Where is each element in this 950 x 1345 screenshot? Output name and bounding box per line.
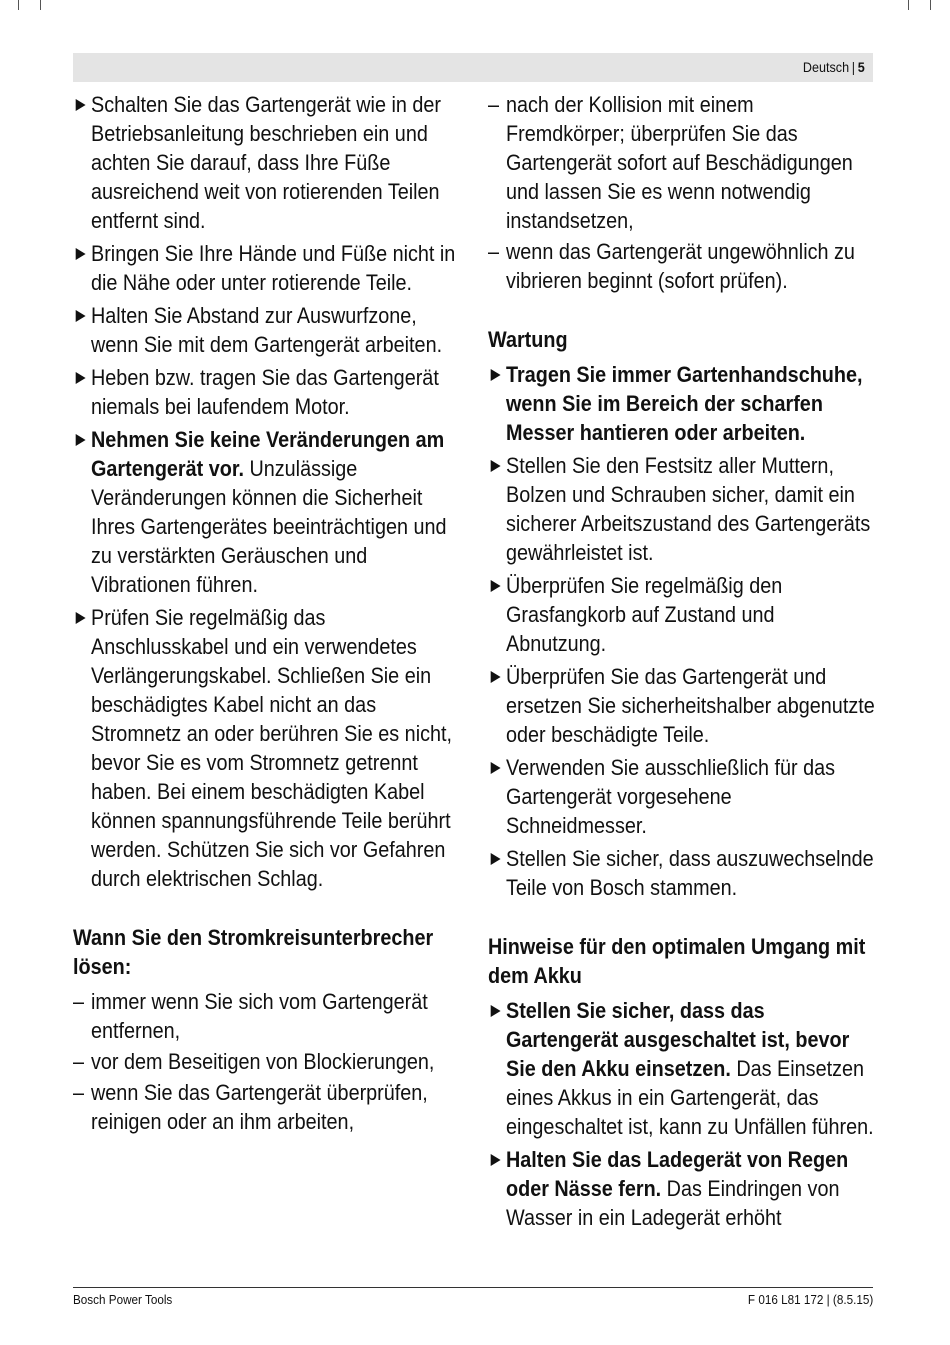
triangle-bullet-icon: [491, 671, 501, 683]
dash-text: vor dem Beseitigen von Blockierungen,: [91, 1049, 435, 1074]
triangle-bullet-icon: [491, 460, 501, 472]
bullet-text: Unzulässige Veränderungen können die Sicherheit Ihres Gartengerätes beeinträchtigen und zu verstärkten Geräuschen und Vibrationen führen.: [91, 456, 447, 597]
footer-doc-number: F 016 L81 172 | (8.5.15): [747, 1292, 873, 1307]
dash-text: wenn das Gartengerät ungewöhnlich zu vibrieren beginnt (sofort prüfen).: [506, 239, 855, 293]
triangle-bullet-icon: [491, 369, 501, 381]
triangle-bullet-icon: [491, 1154, 501, 1166]
section-heading-stromkreis: Wann Sie den Stromkreisunterbrecher lösen:: [73, 925, 434, 979]
dash-item: – wenn das Gartengerät ungewöhnlich zu vibrieren beginnt (sofort prüfen).: [488, 239, 855, 293]
bullet-text: Prüfen Sie regelmäßig das Anschlusskabel und ein verwendetes Verlängerungskabel. Schließen Sie ein beschädigtes Kabel nicht an das Stromnetz an oder berühren Sie es nicht, bevor Sie es vom Stromnetz getrennt haben. Bei einem beschädigten Kabel können spannungsführende Teile berührt werden. Schützen Sie sich vor Gefahren durch elektrischen Schlag.: [91, 605, 453, 891]
triangle-bullet-icon: [76, 434, 86, 446]
dash-item: – immer wenn Sie sich vom Gartengerät entfernen,: [73, 989, 428, 1043]
footer-brand: Bosch Power Tools: [73, 1292, 173, 1307]
bullet-item: [488, 571, 875, 658]
triangle-bullet-icon: [491, 1005, 501, 1017]
triangle-bullet-icon: [491, 762, 501, 774]
triangle-bullet-icon: [76, 99, 86, 111]
bullet-item: [488, 844, 875, 902]
crop-mark: [930, 0, 931, 10]
triangle-bullet-icon: [76, 612, 86, 624]
bullet-item: [488, 360, 875, 447]
section-heading-wartung: Wartung: [488, 327, 568, 352]
bullet-text: Halten Sie Abstand zur Auswurfzone, wenn Sie mit dem Gartengerät arbeiten.: [91, 303, 443, 357]
section-heading-akku: Hinweise für den optimalen Umgang mit dem Akku: [488, 934, 866, 988]
bullet-text: Überprüfen Sie das Gartengerät und ersetzen Sie sicherheitshalber abgenutzte oder beschädigte Teile.: [506, 664, 875, 747]
triangle-bullet-icon: [76, 310, 86, 322]
bullet-bold-text: Halten Sie das Ladegerät von Regen oder Nässe fern.: [506, 1147, 849, 1201]
footer-divider: [73, 1287, 873, 1288]
bullet-text: Das Eindringen von Wasser in ein Ladegerät erhöht: [506, 1176, 840, 1230]
bullet-item: [488, 662, 875, 749]
bullet-item: [73, 603, 456, 893]
bullet-item: [73, 239, 456, 297]
bullet-item: [73, 425, 456, 599]
dash-text: nach der Kollision mit einem Fremdkörper; überprüfen Sie das Gartengerät sofort auf Beschädigungen und lassen Sie es wenn notwendig instandsetzen,: [506, 92, 853, 233]
bullet-bold-text: Nehmen Sie keine Veränderungen am Gartengerät vor.: [91, 427, 445, 481]
bullet-item: [488, 753, 875, 840]
bullet-text: Überprüfen Sie regelmäßig den Grasfangkorb auf Zustand und Abnutzung.: [506, 573, 783, 656]
dash-item: – vor dem Beseitigen von Blockierungen,: [73, 1049, 435, 1074]
right-column: [488, 90, 875, 1236]
triangle-bullet-icon: [76, 372, 86, 384]
bullet-item: [488, 451, 875, 567]
dash-item: – nach der Kollision mit einem Fremdkörper; überprüfen Sie das Gartengerät sofort auf Beschädigungen und lassen Sie es wenn notwendig instandsetzen,: [488, 92, 853, 233]
bullet-text: Verwenden Sie ausschließlich für das Gartengerät vorgesehene Schneidmesser.: [506, 755, 836, 838]
triangle-bullet-icon: [491, 853, 501, 865]
triangle-bullet-icon: [76, 248, 86, 260]
bullet-item: [73, 301, 456, 359]
page-number: 5: [857, 59, 865, 75]
page-header: [73, 53, 873, 82]
crop-mark: [40, 0, 41, 10]
bullet-bold-text: Tragen Sie immer Gartenhandschuhe, wenn Sie im Bereich der scharfen Messer hantieren oder arbeiten.: [506, 362, 863, 445]
crop-mark: [18, 0, 19, 10]
triangle-bullet-icon: [491, 580, 501, 592]
left-column: [73, 90, 456, 1138]
header-language: Deutsch: [803, 59, 850, 75]
bullet-item: [73, 90, 456, 235]
bullet-text: Bringen Sie Ihre Hände und Füße nicht in die Nähe oder unter rotierende Teile.: [91, 241, 456, 295]
dash-item: – wenn Sie das Gartengerät überprüfen, reinigen oder an ihm arbeiten,: [73, 1080, 428, 1134]
bullet-text: Stellen Sie sicher, dass auszuwechselnde Teile von Bosch stammen.: [506, 846, 874, 900]
bullet-item: [488, 996, 875, 1141]
bullet-text: Schalten Sie das Gartengerät wie in der Betriebsanleitung beschrieben ein und achten Sie darauf, dass Ihre Füße ausreichend weit von rotierenden Teilen entfernt sind.: [91, 92, 442, 233]
bullet-bold-text: Stellen Sie sicher, dass das Gartengerät ausgeschaltet ist, bevor Sie den Akku einsetzen.: [506, 998, 850, 1081]
bullet-text: Stellen Sie den Festsitz aller Muttern, Bolzen und Schrauben sicher, damit ein sicherer Arbeitszustand des Gartengeräts gewährleistet ist.: [506, 453, 871, 565]
dash-text: immer wenn Sie sich vom Gartengerät entfernen,: [91, 989, 428, 1043]
dash-text: wenn Sie das Gartengerät überprüfen, reinigen oder an ihm arbeiten,: [91, 1080, 428, 1134]
crop-mark: [908, 0, 909, 10]
bullet-item: [488, 1145, 875, 1232]
bullet-text: Heben bzw. tragen Sie das Gartengerät niemals bei laufendem Motor.: [91, 365, 439, 419]
header-text: Deutsch | 5: [803, 59, 865, 75]
bullet-text: Das Einsetzen eines Akkus in ein Gartengerät, das eingeschaltet ist, kann zu Unfällen führen.: [506, 1056, 874, 1139]
bullet-item: [73, 363, 456, 421]
